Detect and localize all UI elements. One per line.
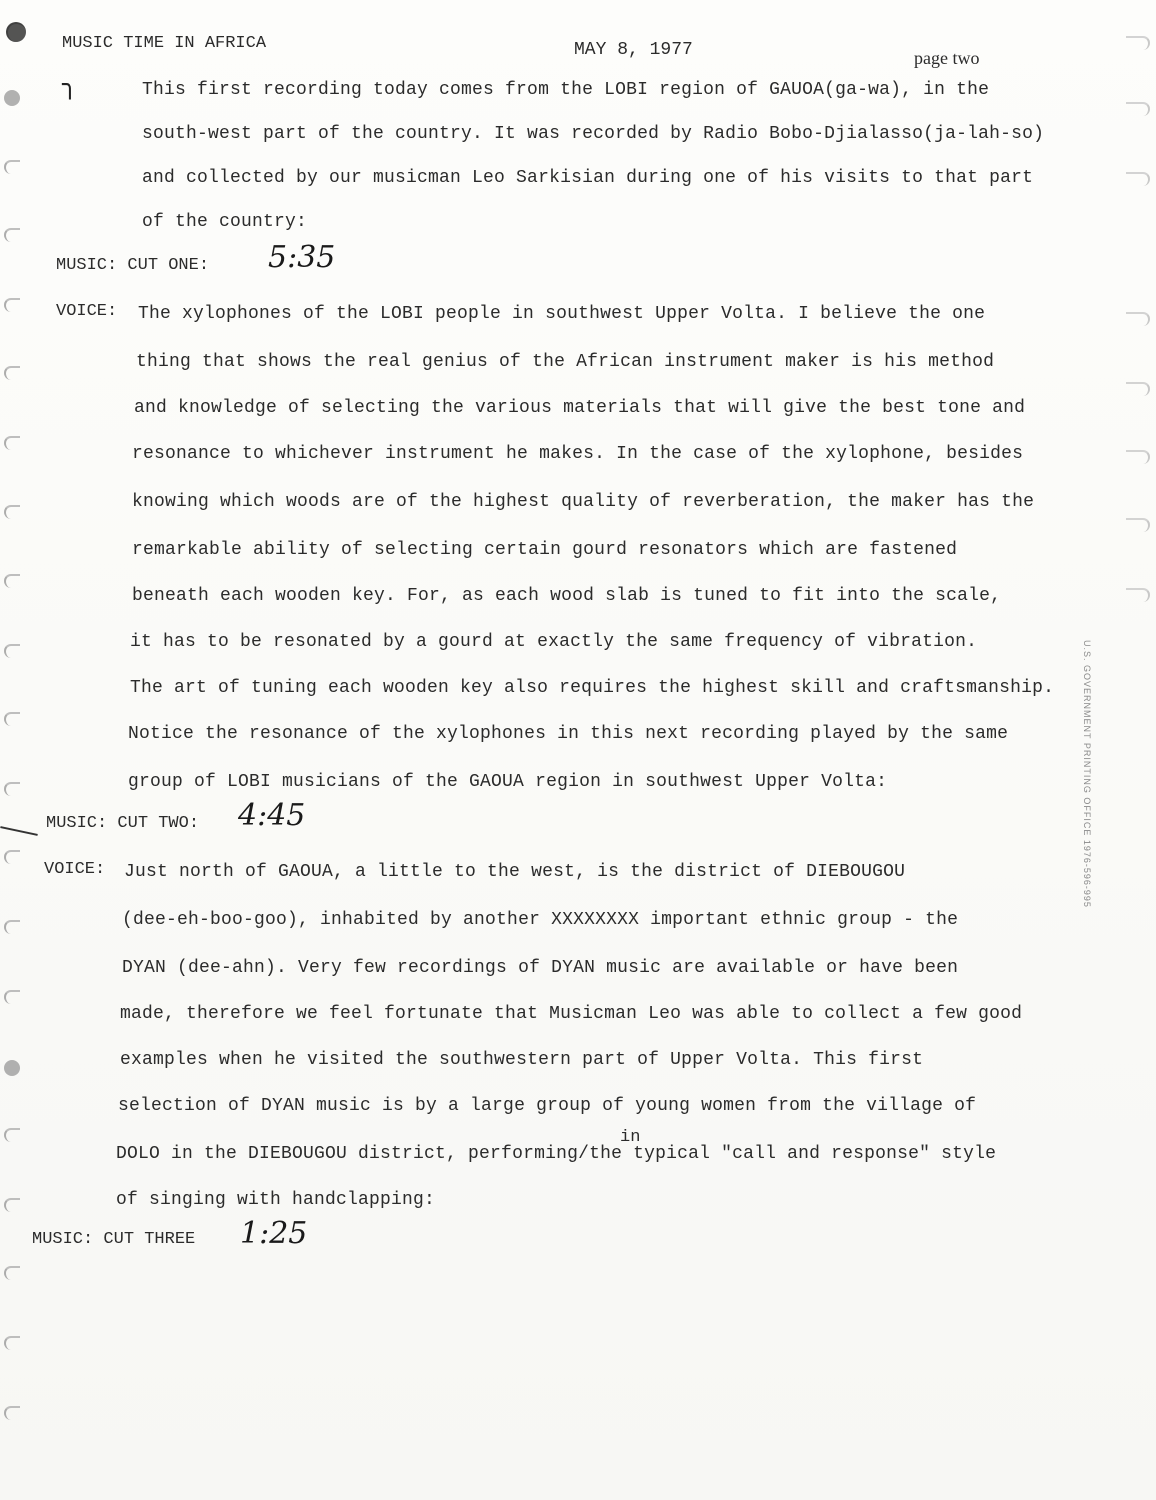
- voice-line: selection of DYAN music is by a large group of young women from the village of: [118, 1096, 977, 1116]
- cue-cut-one-time: 5:35: [268, 240, 336, 275]
- punch-hole: [4, 160, 20, 174]
- punch-hole: [4, 1336, 20, 1350]
- punch-hole: [1126, 312, 1150, 326]
- punch-hole: [4, 574, 20, 588]
- voice-line: it has to be resonated by a gourd at exactly the same frequency of vibration.: [130, 632, 978, 652]
- voice-label: VOICE:: [44, 860, 106, 879]
- punch-hole: [4, 850, 20, 864]
- intro-line: of the country:: [142, 212, 308, 232]
- voice-line: knowing which woods are of the highest quality of reverberation, the maker has the: [132, 492, 1035, 512]
- cue-cut-one-label: MUSIC: CUT ONE:: [56, 256, 210, 275]
- intro-line: south-west part of the country. It was recorded by Radio Bobo-Djialasso(ja-lah-so): [142, 124, 1045, 144]
- intro-line: and collected by our musicman Leo Sarkisian during one of his visits to that part: [142, 168, 1034, 188]
- punch-hole: [4, 366, 20, 380]
- punch-hole: [4, 1266, 20, 1280]
- voice-line: examples when he visited the southwestern part of Upper Volta. This first: [120, 1050, 924, 1070]
- voice-line: and knowledge of selecting the various materials that will give the best tone and: [134, 398, 1026, 418]
- voice-line: DOLO in the DIEBOUGOU district, performing/the typical "call and response" style: [116, 1144, 997, 1164]
- page-number: page two: [914, 48, 980, 68]
- punch-hole: [4, 920, 20, 934]
- voice-line: The art of tuning each wooden key also requires the highest skill and craftsmanship.: [130, 678, 1055, 698]
- punch-hole: [4, 505, 20, 519]
- punch-hole: [4, 298, 20, 312]
- punch-hole: [4, 436, 20, 450]
- cue-cut-two-label: MUSIC: CUT TWO:: [46, 814, 200, 833]
- punch-hole: [4, 1128, 20, 1142]
- punch-hole: [4, 990, 20, 1004]
- intro-line: This first recording today comes from the LOBI region of GAUOA(ga-wa), in the: [142, 80, 990, 100]
- printing-office-stamp: U.S. GOVERNMENT PRINTING OFFICE 1976-596-995: [1082, 640, 1092, 908]
- broadcast-date: MAY 8, 1977: [574, 40, 693, 60]
- punch-hole: [1126, 36, 1150, 50]
- cue-cut-three-label: MUSIC: CUT THREE: [32, 1230, 196, 1249]
- punch-hole: [1126, 172, 1150, 186]
- handwritten-insert: in: [620, 1128, 641, 1147]
- voice-line: (dee-eh-boo-goo), inhabited by another XXXXXXXX important ethnic group - the: [122, 910, 959, 930]
- voice-line: made, therefore we feel fortunate that Musicman Leo was able to collect a few good: [120, 1004, 1023, 1024]
- voice-line: of singing with handclapping:: [116, 1190, 436, 1210]
- voice-line: DYAN (dee-ahn). Very few recordings of DYAN music are available or have been: [122, 958, 959, 978]
- voice-line: resonance to whichever instrument he makes. In the case of the xylophone, besides: [132, 444, 1024, 464]
- punch-hole: [4, 1198, 20, 1212]
- punch-hole: [1126, 382, 1150, 396]
- punch-hole: [4, 1060, 20, 1076]
- punch-hole: [4, 1406, 20, 1420]
- punch-hole: [1126, 102, 1150, 116]
- punch-hole: [1126, 588, 1150, 602]
- voice-line: remarkable ability of selecting certain gourd resonators which are fastened: [132, 540, 958, 560]
- punch-hole: [6, 22, 26, 42]
- voice-label: VOICE:: [56, 302, 118, 321]
- punch-hole: [1126, 518, 1150, 532]
- punch-hole: [4, 712, 20, 726]
- voice-line: thing that shows the real genius of the African instrument maker is his method: [136, 352, 995, 372]
- document-header: [62, 34, 1022, 68]
- voice-line: Notice the resonance of the xylophones in this next recording played by the same: [128, 724, 1009, 744]
- punch-hole: [4, 644, 20, 658]
- voice-line: group of LOBI musicians of the GAOUA region in southwest Upper Volta:: [128, 772, 888, 792]
- punch-hole: [4, 228, 20, 242]
- cue-cut-two-time: 4:45: [238, 798, 306, 833]
- punch-hole: [1126, 450, 1150, 464]
- pen-mark: ╮: [62, 70, 78, 100]
- voice-line: The xylophones of the LOBI people in southwest Upper Volta. I believe the one: [138, 304, 986, 324]
- punch-hole: [4, 782, 20, 796]
- voice-line: Just north of GAOUA, a little to the west, is the district of DIEBOUGOU: [124, 862, 906, 882]
- cue-cut-three-time: 1:25: [240, 1216, 308, 1251]
- voice-line: beneath each wooden key. For, as each wood slab is tuned to fit into the scale,: [132, 586, 1002, 606]
- punch-hole: [4, 90, 20, 106]
- left-punch-holes: [0, 0, 30, 1500]
- program-title: MUSIC TIME IN AFRICA: [62, 34, 267, 53]
